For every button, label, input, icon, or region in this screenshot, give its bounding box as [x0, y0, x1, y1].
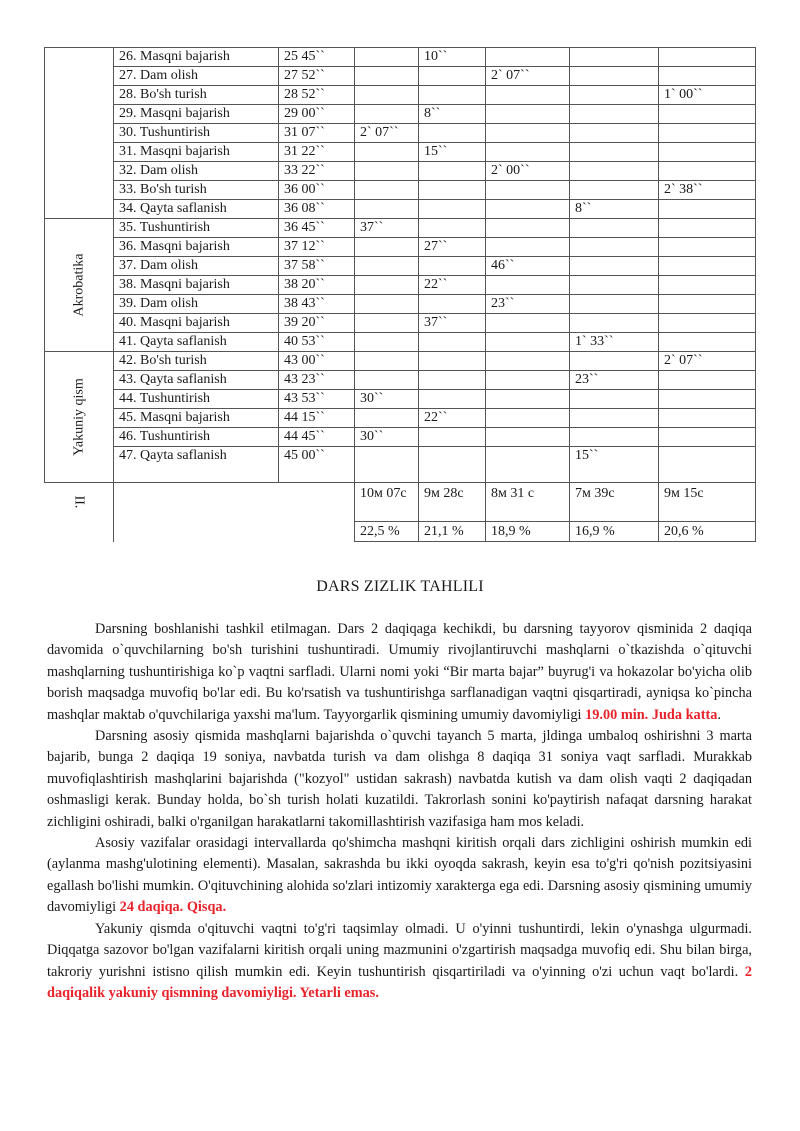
- table-row: [45, 371, 756, 390]
- table-row: [45, 200, 756, 219]
- exercise-name-cell: 32. Dam olish: [114, 162, 279, 181]
- duration-cell: [570, 143, 659, 162]
- duration-cell: [659, 124, 756, 143]
- duration-cell: [570, 67, 659, 86]
- duration-cell: [355, 447, 419, 483]
- section-cell-akrobatika: [45, 219, 114, 352]
- duration-cell: 22``: [419, 409, 486, 428]
- duration-cell: [486, 352, 570, 371]
- highlight-preparatory: 19.00 min. Juda katta: [585, 706, 718, 723]
- table-row: [45, 257, 756, 276]
- paragraph-text: Yakuniy qismda o'qituvchi vaqtni to'g'ri taqsimlay olmadi. U o'yinni tushuntirdi, lekin o'ynashga ulgurmadi. Diqqatga sazovor bo'lgan vazifalarni kiritish orqali uning mazmunini o'zgartirish maqsadga muvofiq edi. Shu bilan birga, takroriy yurishni istisno qilish mumkin edi. Keyin tushuntirish qisqartiriladi va o'yinning o'zi uchun vaqt bo'lardi.: [47, 920, 752, 980]
- duration-cell: 30``: [355, 390, 419, 409]
- exercise-name-cell: 31. Masqni bajarish: [114, 143, 279, 162]
- duration-cell: [659, 105, 756, 124]
- time-cell: 33 22``: [279, 162, 355, 181]
- duration-cell: 46``: [486, 257, 570, 276]
- duration-cell: [355, 181, 419, 200]
- duration-cell: [570, 390, 659, 409]
- table-row: [45, 162, 756, 181]
- table-row: [45, 276, 756, 295]
- table-row: [45, 295, 756, 314]
- duration-cell: 22``: [419, 276, 486, 295]
- total-time-cell: 7м 39с: [570, 483, 659, 522]
- exercise-name-cell: 36. Masqni bajarish: [114, 238, 279, 257]
- time-cell: 31 07``: [279, 124, 355, 143]
- table-row: [45, 86, 756, 105]
- duration-cell: [355, 333, 419, 352]
- duration-cell: [659, 447, 756, 483]
- table-row: [45, 124, 756, 143]
- duration-cell: [486, 219, 570, 238]
- duration-cell: 23``: [486, 295, 570, 314]
- duration-cell: [419, 86, 486, 105]
- duration-cell: [570, 86, 659, 105]
- duration-cell: 23``: [570, 371, 659, 390]
- time-cell: 31 22``: [279, 143, 355, 162]
- exercise-name-cell: 39. Dam olish: [114, 295, 279, 314]
- table-row: [45, 238, 756, 257]
- duration-cell: [486, 371, 570, 390]
- percent-cell: 22,5 %: [355, 522, 419, 542]
- duration-cell: 1` 00``: [659, 86, 756, 105]
- duration-cell: [486, 86, 570, 105]
- duration-cell: 1` 33``: [570, 333, 659, 352]
- duration-cell: [659, 276, 756, 295]
- total-time-cell: 8м 31 с: [486, 483, 570, 522]
- table-row: [45, 333, 756, 352]
- paragraph-main-part: Darsning asosiy qismida mashqlarni bajarishda o`quvchi tayanch 5 marta, jldinga umbaloq oshirishni 3 marta bajarib, bunga 2 daqiqa 19 soniya, navbatda turish va dam olishga 8 daqiqa 31 soniya vaqt sarfladi. Murakkab muvofiqlashtirish mashqlarini bajarishda ("kozyol" ustidan sakrash) navbatda kutish va dam olish vaqti 2 daqiqadan oshmasligi kerak. Bunday holda, bo`sh turish holati kuzatildi. Takrorlash sonini ko'paytirish nafaqat darsning harakat zichligini oshiradi, balki o'rganilgan harakatlarni takomillashtirish vazifasiga ham mos keladi.: [47, 728, 752, 830]
- duration-cell: [355, 162, 419, 181]
- exercise-name-cell: 29. Masqni bajarish: [114, 105, 279, 124]
- duration-cell: [570, 48, 659, 67]
- paragraph-end: .: [717, 706, 721, 723]
- duration-cell: [659, 314, 756, 333]
- exercise-name-cell: 38. Masqni bajarish: [114, 276, 279, 295]
- time-cell: 29 00``: [279, 105, 355, 124]
- time-cell: 38 20``: [279, 276, 355, 295]
- paragraph-preparatory: [47, 619, 752, 726]
- duration-cell: [355, 48, 419, 67]
- time-cell: 25 45``: [279, 48, 355, 67]
- time-cell: 43 53``: [279, 390, 355, 409]
- duration-cell: [419, 67, 486, 86]
- duration-cell: [486, 333, 570, 352]
- table-row: [45, 314, 756, 333]
- duration-cell: [659, 257, 756, 276]
- duration-cell: [570, 409, 659, 428]
- percent-cell: 16,9 %: [570, 522, 659, 542]
- duration-cell: [419, 162, 486, 181]
- duration-cell: [355, 67, 419, 86]
- table-row: [45, 48, 756, 67]
- duration-cell: [355, 86, 419, 105]
- duration-cell: [659, 143, 756, 162]
- duration-cell: 15``: [419, 143, 486, 162]
- duration-cell: [355, 200, 419, 219]
- analysis-text: [47, 619, 752, 1004]
- highlight-main-part: 24 daqiqa. Qisqa.: [119, 899, 227, 916]
- paragraph-text: Darsning boshlanishi tashkil etilmagan. Dars 2 daqiqaga kechikdi, bu darsning tayyorov qisminida 2 daqiqa davomida o`quvchilarning bo'sh turishini tushuntiradi. Umumiy rivojlantiruvchi mashqlarni o`tkazishda o`qituvchi mashqlarning tushuntirishiga ko`p vaqtni sarfladi. Ularni nomi yoki “Bir marta bajar” buyrug'i va hokazolar bo'yicha olib borish maqsadga muvofiq bo'lar edi. Bu ko'rsatish va tushuntirishga sarflanadigan vaqtni qisqartiradi, ayniqsa ko`pincha mashqlar maktab o'quvchilariga yaxshi ma'lum. Tayyorgarlik qismining umumiy davomiyligi: [47, 621, 752, 723]
- duration-cell: [659, 371, 756, 390]
- exercise-name-cell: 33. Bo'sh turish: [114, 181, 279, 200]
- empty-cell: [114, 483, 355, 522]
- time-cell: 44 15``: [279, 409, 355, 428]
- duration-cell: [486, 181, 570, 200]
- percent-cell: 18,9 %: [486, 522, 570, 542]
- exercise-name-cell: 46. Tushuntirish: [114, 428, 279, 447]
- paragraph-final-part: [47, 919, 752, 1005]
- percent-row: [45, 522, 756, 542]
- time-cell: 28 52``: [279, 86, 355, 105]
- duration-cell: [486, 124, 570, 143]
- section-label-roman: II.: [71, 495, 87, 509]
- duration-cell: [659, 428, 756, 447]
- section-label-akrobatika: Akrobatika: [71, 253, 87, 317]
- duration-cell: [659, 333, 756, 352]
- section-cell-roman: [45, 483, 114, 522]
- duration-cell: [570, 124, 659, 143]
- duration-cell: [570, 181, 659, 200]
- time-cell: 40 53``: [279, 333, 355, 352]
- time-cell: 45 00``: [279, 447, 355, 483]
- exercise-name-cell: 34. Qayta saflanish: [114, 200, 279, 219]
- duration-cell: [355, 409, 419, 428]
- duration-cell: 37``: [419, 314, 486, 333]
- duration-cell: [419, 200, 486, 219]
- duration-cell: [570, 276, 659, 295]
- duration-cell: [419, 124, 486, 143]
- duration-cell: [486, 48, 570, 67]
- duration-cell: [659, 390, 756, 409]
- section-cell-yakuniy: [45, 352, 114, 483]
- exercise-name-cell: 30. Tushuntirish: [114, 124, 279, 143]
- duration-cell: 15``: [570, 447, 659, 483]
- exercise-name-cell: 41. Qayta saflanish: [114, 333, 279, 352]
- duration-cell: [355, 276, 419, 295]
- duration-cell: [486, 143, 570, 162]
- duration-cell: [419, 333, 486, 352]
- duration-cell: [419, 352, 486, 371]
- duration-cell: [355, 371, 419, 390]
- table-row: [45, 67, 756, 86]
- exercise-name-cell: 40. Masqni bajarish: [114, 314, 279, 333]
- exercise-name-cell: 35. Tushuntirish: [114, 219, 279, 238]
- duration-cell: [570, 314, 659, 333]
- duration-cell: 2` 38``: [659, 181, 756, 200]
- duration-cell: 8``: [419, 105, 486, 124]
- duration-cell: [355, 105, 419, 124]
- time-cell: 36 08``: [279, 200, 355, 219]
- duration-cell: [355, 352, 419, 371]
- duration-cell: [659, 48, 756, 67]
- duration-cell: [355, 143, 419, 162]
- empty-cell: [114, 522, 355, 542]
- time-cell: 43 00``: [279, 352, 355, 371]
- duration-cell: [659, 409, 756, 428]
- duration-cell: [659, 200, 756, 219]
- duration-cell: 2` 07``: [659, 352, 756, 371]
- duration-cell: 8``: [570, 200, 659, 219]
- duration-cell: 10``: [419, 48, 486, 67]
- exercise-name-cell: 37. Dam olish: [114, 257, 279, 276]
- duration-cell: 2` 00``: [486, 162, 570, 181]
- duration-cell: [659, 238, 756, 257]
- duration-cell: [570, 352, 659, 371]
- section-label-yakuniy: Yakuniy qism: [71, 378, 87, 456]
- table-row: [45, 352, 756, 371]
- duration-cell: [570, 105, 659, 124]
- time-cell: 43 23``: [279, 371, 355, 390]
- duration-cell: 2` 07``: [355, 124, 419, 143]
- duration-cell: [486, 428, 570, 447]
- time-cell: 44 45``: [279, 428, 355, 447]
- duration-cell: [419, 181, 486, 200]
- duration-cell: [486, 200, 570, 219]
- exercise-name-cell: 26. Masqni bajarish: [114, 48, 279, 67]
- duration-cell: [570, 295, 659, 314]
- duration-cell: 30``: [355, 428, 419, 447]
- duration-cell: [486, 447, 570, 483]
- total-time-cell: 9м 15с: [659, 483, 756, 522]
- duration-cell: [659, 219, 756, 238]
- table-row: [45, 428, 756, 447]
- table-row: [45, 143, 756, 162]
- duration-cell: [570, 219, 659, 238]
- time-cell: 38 43``: [279, 295, 355, 314]
- exercise-name-cell: 47. Qayta saflanish: [114, 447, 279, 483]
- table-row: [45, 447, 756, 483]
- duration-cell: [570, 257, 659, 276]
- totals-row: [45, 483, 756, 522]
- exercise-name-cell: 28. Bo'sh turish: [114, 86, 279, 105]
- table-row: [45, 219, 756, 238]
- duration-cell: [486, 390, 570, 409]
- time-cell: 36 45``: [279, 219, 355, 238]
- exercise-name-cell: 45. Masqni bajarish: [114, 409, 279, 428]
- duration-cell: [486, 314, 570, 333]
- duration-cell: [486, 105, 570, 124]
- duration-cell: [419, 447, 486, 483]
- duration-cell: [486, 276, 570, 295]
- paragraph-intervals: [47, 833, 752, 919]
- duration-cell: [355, 257, 419, 276]
- table-row: [45, 181, 756, 200]
- time-cell: 27 52``: [279, 67, 355, 86]
- time-cell: 36 00``: [279, 181, 355, 200]
- table-row: [45, 390, 756, 409]
- duration-cell: [570, 428, 659, 447]
- paragraph-text: Asosiy vazifalar orasidagi intervallarda qo'shimcha mashqni kiritish orqali dars zichligini oshirish mumkin edi (aylanma mashg'ulotining elementi). Masalan, sakrashda bu ikki oyoqda sakrash, keyin esa to'g'ri qo'nish pozitsiyasini egallash bo'lishi mumkin. O'qituvchining alohida so'zlari intizomiy xarakterga ega edi. Darsning asosiy qismining umumiy davomiyligi: [47, 835, 752, 916]
- exercise-name-cell: 44. Tushuntirish: [114, 390, 279, 409]
- duration-cell: [486, 409, 570, 428]
- exercise-name-cell: 43. Qayta saflanish: [114, 371, 279, 390]
- total-time-cell: 10м 07с: [355, 483, 419, 522]
- analysis-title: DARS ZIZLIK TAHLILI: [316, 578, 484, 595]
- duration-cell: [355, 238, 419, 257]
- duration-cell: [419, 428, 486, 447]
- table-row: [45, 105, 756, 124]
- duration-cell: [659, 67, 756, 86]
- time-cell: 39 20``: [279, 314, 355, 333]
- empty-cell: [45, 522, 114, 542]
- duration-cell: [419, 257, 486, 276]
- duration-cell: [659, 162, 756, 181]
- duration-cell: [419, 219, 486, 238]
- duration-cell: [659, 295, 756, 314]
- percent-cell: 21,1 %: [419, 522, 486, 542]
- duration-cell: [419, 295, 486, 314]
- duration-cell: [570, 162, 659, 181]
- time-cell: 37 12``: [279, 238, 355, 257]
- percent-cell: 20,6 %: [659, 522, 756, 542]
- lesson-density-table: [44, 47, 756, 542]
- duration-cell: [570, 238, 659, 257]
- duration-cell: 2` 07``: [486, 67, 570, 86]
- section-cell-top: [45, 48, 114, 219]
- duration-cell: [486, 238, 570, 257]
- highlight-final-part: 2 daqiqalik yakuniy qismning davomiyligi. Yetarli emas.: [47, 963, 752, 1001]
- time-cell: 37 58``: [279, 257, 355, 276]
- duration-cell: 27``: [419, 238, 486, 257]
- duration-cell: [419, 390, 486, 409]
- duration-cell: [355, 314, 419, 333]
- duration-cell: [419, 371, 486, 390]
- exercise-name-cell: 27. Dam olish: [114, 67, 279, 86]
- total-time-cell: 9м 28с: [419, 483, 486, 522]
- table-row: [45, 409, 756, 428]
- duration-cell: [355, 295, 419, 314]
- duration-cell: 37``: [355, 219, 419, 238]
- exercise-name-cell: 42. Bo'sh turish: [114, 352, 279, 371]
